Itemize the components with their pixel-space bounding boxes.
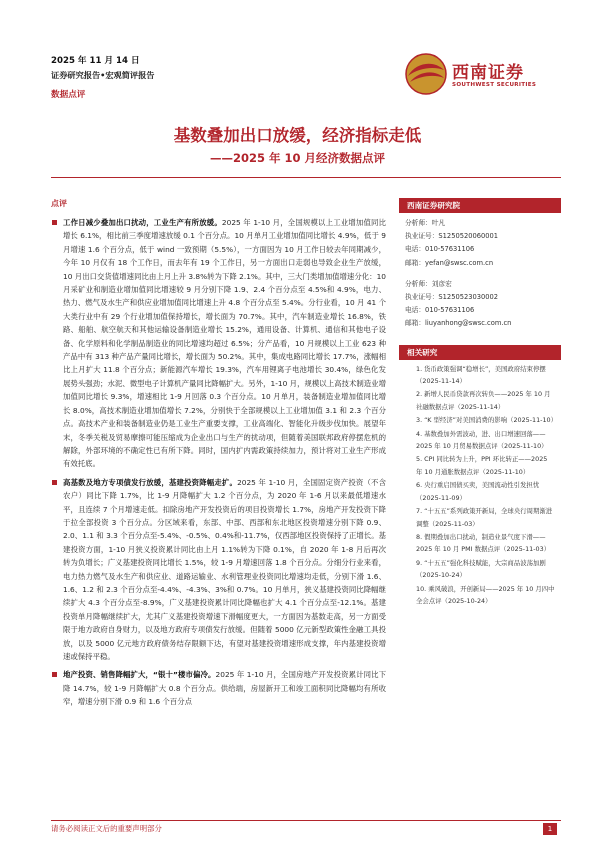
- analyst-name: 分析师：刘彦宏: [405, 279, 452, 288]
- footer-disclaimer: 请务必阅读正文后的重要声明部分: [51, 824, 162, 833]
- related-list: [399, 360, 561, 608]
- report-category: 数据点评: [51, 90, 86, 100]
- analyst-license: 执业证号：S1250523030002: [405, 293, 498, 302]
- analyst-name: 分析师：叶凡: [405, 219, 446, 227]
- logo-mark-icon: [404, 52, 448, 96]
- paragraph-property: [51, 668, 386, 708]
- bullet-square-icon: [52, 672, 57, 677]
- related-item[interactable]: 9. “十五五”强化科技赋能，大宗商品波荡加剧（2025-10-24）: [416, 558, 546, 580]
- analyst-email[interactable]: 邮箱：liuyanhong@swsc.com.cn: [405, 319, 512, 328]
- summary-heading: 点评: [51, 199, 67, 208]
- report-subtitle: ——2025 年 10 月经济数据点评: [209, 151, 386, 165]
- footer-divider: [51, 820, 561, 821]
- sidebar: [399, 198, 561, 608]
- paragraph-investment: [51, 476, 386, 664]
- paragraph-lead: 地产投资、销售降幅扩大，“银十”楼市偏冷。: [63, 670, 216, 680]
- related-item[interactable]: 5. CPI 同比转为上升，PPI 环比转正——2025 年 10 月通胀数据点评（2025-11-10）: [416, 455, 548, 476]
- analyst-email[interactable]: 邮箱：yefan@swsc.com.cn: [405, 258, 494, 267]
- analyst-license: 执业证号：S1250520060001: [405, 232, 498, 241]
- analyst-list: [399, 213, 561, 331]
- paragraph-industry: [51, 216, 386, 471]
- paragraph-text: 2025 年 1-10 月，全国规模以上工业增加值同比增长 6.1%，相比前三季度增速放缓 0.1 个百分点。10 月单月工业增加值同比增长 4.9%，低于 9 月增速 1.6 个百分点，低于 wind 一致预期（5.5%），一方面因为 10 月工作日较去年同期减少，今年 10 月仅有 18 个工作日，而去年有 19 个工作日，另一方面出口走弱也导致企业生产放缓，10 月出口交货值增速同比由上月上升 3.8%转为下降 2.1%。其中，三大门类增加值增速分化：10 月采矿业和制造业增加值同比增速较 9 月分别下降 1.9、2.4 个百分点至 4.5%和 4.9%，电力、热力、燃气及水生产和供应业增加值同比增速上升 4.8 个百分点至 5.4%。分行业看，10 月 41 个大类行业中有 29 个行业增加值保持增长，增长面为 70.7%。其中，汽车制造业增长 16.8%，铁路、船舶、航空航天和其他运输设备制造业增长 15.2%，通用设备、计算机、通信和其他电子设备、化学原料和化学制品制造业的同比增速均超过 6.5%；分产品看，10 月规模以上工业 623 种产品中有 313 种产品产量同比增长，增长面为 50.2%。其中，集成电路同比增长 17.7%，涨幅相比上月扩大 11.8 个百分点；新能源汽车增长 19.3%，汽车用锂离子电池增长 30.4%，绿色化发展势头强劲；水泥、微型电子计算机产量同比降幅扩大。另外，1-10 月，规模以上高技术制造业增加值同比增长 9.3%，增速相比 1-9 月回落 0.3 个百分点。10 月单月，装备制造业增加值同比增长 8.0%，高技术制造业增加值增长 7.2%，分别快于全部规模以上工业增加值 3.1 和 2.3 个百分点。高技术产业和装备制造业仍是工业生产重要支撑，工业高端化、智能化升级步伐加快。展望年末，冬季关税及贸易摩擦可能压缩成为企业出口与生产的扰动项，但随着美国联邦政府停摆危机的解除，外部环境的不确定性已有所下降。同时，国内扩内需政策持续加力，预计将对工业生产形成有效托底。: [63, 218, 386, 469]
- main-body: [51, 216, 386, 714]
- report-title: 基数叠加出口放缓，经济指标走低: [173, 126, 422, 145]
- logo-name-cn: 西南证券: [452, 63, 524, 83]
- related-item[interactable]: 10. 乘风破浪，开创新局——2025 年 10 月四中全会点评（2025-10-24）: [416, 584, 555, 605]
- report-type: 证券研究报告•宏观简评报告: [51, 70, 155, 80]
- related-item[interactable]: 4. 基数叠加外需波动，进、出口增速回落——2025 年 10 月贸易数据点评（2025-11-10）: [416, 429, 548, 451]
- page-number: 1: [543, 823, 557, 835]
- paragraph-text: 2025 年 1-10 月，全国固定资产投资（不含农户）同比下降 1.7%，比 1-9 月降幅扩大 1.2 个百分点，为 2020 年 1-6 月以来最低增速水平，且连续 7 个月增速走低。扣除房地产开发投资后的项目投资增长 1.7%，房地产开发投资下降于拉全部投资 3 个百分点。分区域来看，东部、中部、西部和东北地区投资增速分别下降 0.9、2.0、1.1 和 3.3 个百分点至-5.4%、-0.5%、0.4%和-11.7%，仅西部地区投资保持了正增长。基建投资方面，1-10 月狭义投资累计同比由上月 1.1%转为下降 0.1%，自 2020 年 1-8 月后再次转为负增长；广义基建投资同比增长 1.5%，较 1-9 月增速回落 1.8 个百分点。分细分行业来看，电力热力燃气及水生产和供应业、道路运输业、水利管理业投资同比增速均走低，分别下滑 1.6、1.6、1.2 和 2.3 个百分点至-4.4%、-4.3%、3%和 0.7%。10 月单月，狭义基建投资同比降幅继续扩大 4.3 个百分点至-8.9%，广义基建投资累计同比降幅也扩大 4.1 个百分点至-12.1%。基建投资单月降幅继续扩大，尤其广义基建投资增速下滑幅度更大，一方面因为基数走高，另一方面受限于地方政府自身财力，以及地方政府专项债发行放缓。但随着 5000 亿元新型政策性金融工具投放，以及 5000 亿元地方政府债务结存限额下达，有望对基建投资增速形成支撑，年内基建投资增速或保持平稳。: [63, 477, 386, 661]
- related-item[interactable]: 6. 央行重启国债买卖，美国流动性引发担忧（2025-11-09）: [416, 481, 540, 502]
- bullet-square-icon: [52, 220, 57, 225]
- paragraph-text: 2025 年 1-10 月，全国房地产开发投资累计同比下降 14.7%，较 1-9 月降幅扩大 0.8 个百分点。供给端，房屋新开工和竣工面积同比降幅均有所收窄，增速分别下滑 0.9 和 1.6 个百分点: [63, 670, 386, 707]
- paragraph-lead: 工作日减少叠加出口扰动，工业生产有所放缓。: [63, 218, 222, 227]
- related-item[interactable]: 3. “K 型经济”对美国消费的影响（2025-11-10）: [416, 416, 557, 425]
- company-logo: [404, 52, 554, 98]
- related-item[interactable]: 1. 货币政策强调“稳增长”，美国政府结束停摆（2025-11-14）: [416, 364, 546, 386]
- related-item[interactable]: 8. 假期叠加出口扰动，制造业景气度下滑——2025 年 10 月 PMI 数据点评（2025-11-03）: [416, 532, 551, 554]
- institute-heading: 西南证券研究院: [399, 198, 561, 213]
- analyst-phone: 电话：010-57631106: [405, 245, 475, 254]
- related-item[interactable]: 2. 新增人民币贷款再次转负——2025 年 10 月社融数据点评（2025-11-14）: [416, 390, 551, 411]
- related-item[interactable]: 7. “十五五”系列政策开新局，全球央行周期渐进调整（2025-11-03）: [416, 507, 553, 528]
- analyst-phone: 电话：010-57631106: [405, 306, 475, 315]
- related-heading: 相关研究: [399, 345, 561, 360]
- paragraph-lead: 高基数及地方专项债发行放缓，基建投资降幅走扩。: [63, 477, 238, 487]
- bullet-square-icon: [52, 480, 57, 485]
- logo-name-en: SOUTHWEST SECURITIES: [452, 82, 537, 88]
- report-date: 2025 年 11 月 14 日: [51, 56, 140, 66]
- title-divider: [51, 177, 561, 178]
